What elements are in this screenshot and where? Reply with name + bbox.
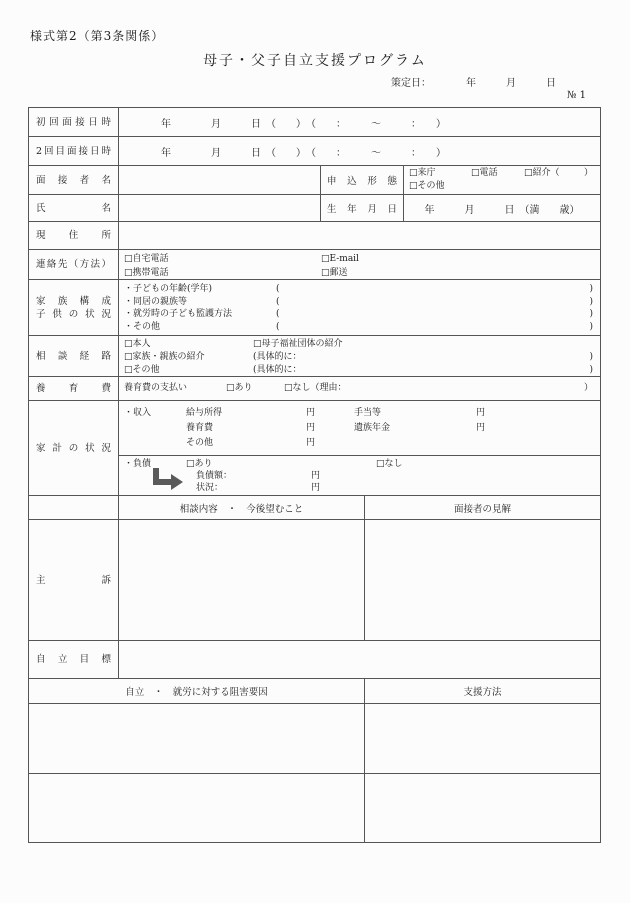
second-interview-label-cell [29, 137, 119, 165]
birth-value-cell [404, 195, 600, 221]
address-label: 現 住 所 [36, 230, 111, 241]
childsupport-value-cell [119, 377, 600, 400]
contact-options-cell [119, 250, 600, 279]
row-family [29, 280, 600, 336]
page-title: 母子・父子自立支援プログラム [203, 53, 427, 69]
contact-opt-email: □E-mail [321, 254, 359, 264]
debt-opt-yes: □あり [186, 459, 213, 469]
row-route [29, 336, 600, 377]
family-label-line1: 家 族 構 成 [36, 295, 111, 307]
row-chief-complaint [29, 520, 600, 641]
row-household [29, 401, 600, 496]
childsupport-label-cell [29, 377, 119, 400]
family-item-childcare: ・就労時の子ども監護方法 [124, 309, 233, 319]
address-label-cell [29, 222, 119, 249]
chief-complaint-label: 主 訴 [36, 574, 111, 586]
name-value-cell [119, 195, 321, 221]
route-label: 相 談 経 路 [36, 350, 111, 362]
application-label-cell [321, 166, 404, 194]
yen-unit: 円 [476, 408, 486, 418]
interviewer-value-cell [119, 166, 321, 194]
form-table [28, 107, 601, 843]
family-item-relatives: ・同居の親族等 [124, 296, 188, 307]
route-opt-org: □母子福祉団体の紹介 [253, 339, 343, 349]
row-obstacle-2 [29, 774, 600, 842]
name-label: 氏 名 [36, 202, 111, 214]
chief-complaint-consult-cell [119, 520, 365, 640]
birth-label: 生 年 月 日 [327, 204, 397, 215]
paren-open: ( [276, 309, 280, 319]
route-opt-self: □本人 [124, 339, 151, 349]
debt-amount-label: 負債額： [196, 471, 233, 481]
route-opt-family: □家族・親族の紹介 [124, 352, 205, 362]
second-interview-value: 年 月 日 （ ） （ ： ～ ： ） [161, 147, 446, 159]
obstacle-header-right: 支援方法 [463, 687, 502, 698]
childsupport-opt-no: □なし（理由： [284, 383, 347, 393]
row-childsupport [29, 377, 600, 401]
childsupport-opt-yes: □あり [226, 383, 253, 393]
income-bullet: ・収入 [124, 408, 152, 418]
debt-status-label: 状況： [196, 483, 224, 493]
income-survivor-pension: 遺族年金 [354, 423, 391, 433]
chief-complaint-opinion-cell [365, 520, 600, 640]
elbow-arrow-icon [153, 468, 183, 492]
income-allowance: 手当等 [354, 408, 382, 418]
debt-opt-no: □なし [376, 459, 403, 469]
row-name [29, 195, 600, 222]
goal-label: 自 立 目 標 [36, 654, 111, 665]
support-cell-1 [365, 704, 600, 773]
yen-unit: 円 [306, 408, 316, 418]
yen-unit: 円 [306, 438, 316, 448]
family-label-line2: 子 供 の 状 況 [36, 308, 111, 320]
route-close-2: ) [589, 365, 593, 375]
consult-header-empty-cell [29, 496, 119, 519]
household-detail-cell [119, 401, 600, 495]
yen-unit: 円 [311, 471, 321, 481]
support-cell-2 [365, 774, 600, 842]
contact-label-cell [29, 250, 119, 279]
paren-close: ) [589, 309, 593, 319]
first-interview-label: 初 回 面 接 日 時 [36, 116, 111, 128]
paren-close: ) [589, 284, 593, 294]
paren-open: ( [276, 296, 280, 307]
route-opt-other: □その他 [124, 365, 160, 375]
row-obstacle-header [29, 679, 600, 704]
household-label: 家 計 の 状 況 [36, 442, 111, 454]
second-interview-label: 2 回 目 面 接 日 時 [36, 145, 111, 157]
row-address [29, 222, 600, 250]
income-blank [354, 436, 476, 451]
obstacle-cell-1 [29, 704, 365, 773]
application-opt-other: □その他 [409, 181, 445, 191]
household-income-section [119, 401, 600, 456]
route-label-cell [29, 336, 119, 376]
application-options-cell [404, 166, 600, 194]
yen-unit: 円 [306, 423, 316, 433]
interviewer-label: 面 接 者 名 [36, 174, 111, 186]
contact-label: 連 絡 先 （ 方 法 ） [36, 259, 111, 270]
consult-header-left: 相談内容 ・ 今後望むこと [119, 496, 365, 519]
first-interview-value-cell [119, 108, 600, 136]
interviewer-label-cell [29, 166, 119, 194]
debt-bullet: ・負債 [124, 459, 152, 469]
application-opt-referral: □紹介（ [524, 168, 560, 178]
yen-unit: 円 [476, 423, 486, 433]
application-opt-referral-close: ） [583, 168, 593, 178]
childsupport-close: ） [583, 383, 593, 393]
birth-label-cell [321, 195, 404, 221]
childsupport-text: 養育費の支払い [124, 383, 188, 393]
row-second-interview [29, 137, 600, 166]
household-debt-section [119, 456, 600, 495]
row-consult-header [29, 496, 600, 520]
paren-close: ) [589, 321, 593, 332]
family-items-cell [119, 280, 600, 335]
row-interviewer [29, 166, 600, 195]
route-close-1: ) [589, 352, 593, 362]
route-detail-label: (具体的に： [253, 352, 302, 362]
obstacle-header-left: 自立 ・ 就労に対する阻害要因 [29, 679, 365, 703]
row-first-interview [29, 108, 600, 137]
family-item-child-age: ・子どもの年齢(学年) [124, 284, 213, 294]
yen-unit: 円 [311, 483, 321, 493]
income-childsupport: 養育費 [186, 423, 214, 433]
goal-label-cell [29, 641, 119, 678]
chief-complaint-label-cell [29, 520, 119, 640]
application-label: 申 込 形 態 [327, 176, 397, 187]
name-label-cell [29, 195, 119, 221]
household-label-cell [29, 401, 119, 495]
childsupport-label: 養 育 費 [36, 383, 111, 394]
application-opt-phone: □電話 [471, 168, 498, 178]
first-interview-label-cell [29, 108, 119, 136]
income-salary: 給与所得 [186, 408, 223, 418]
second-interview-value-cell [119, 137, 600, 165]
page-number: № 1 [566, 90, 586, 101]
plan-date: 策定日： 年 月 日 [391, 78, 556, 89]
row-goal [29, 641, 600, 679]
goal-value-cell [119, 641, 600, 678]
paren-close: ) [589, 296, 593, 307]
application-opt-visit: □来庁 [409, 168, 436, 178]
paren-open: ( [276, 284, 280, 294]
route-detail-label: (具体的に： [253, 365, 302, 375]
contact-opt-home-phone: □自宅電話 [124, 254, 169, 264]
row-obstacle-1 [29, 704, 600, 774]
obstacle-cell-2 [29, 774, 365, 842]
contact-opt-mail: □郵送 [321, 268, 348, 278]
contact-opt-mobile-phone: □携帯電話 [124, 268, 169, 278]
birth-value: 年 月 日 （満 歳） [424, 204, 580, 216]
family-item-other: ・その他 [124, 321, 161, 332]
income-other: その他 [186, 438, 214, 448]
family-label-cell [29, 280, 119, 335]
route-options-cell [119, 336, 600, 376]
row-contact [29, 250, 600, 280]
form-code: 様式第2（第3条関係） [30, 29, 165, 43]
consult-header-right: 面接者の見解 [453, 503, 511, 515]
address-value-cell [119, 222, 600, 249]
paren-open: ( [276, 321, 280, 332]
first-interview-value: 年 月 日 （ ） （ ： ～ ： ） [161, 118, 446, 130]
